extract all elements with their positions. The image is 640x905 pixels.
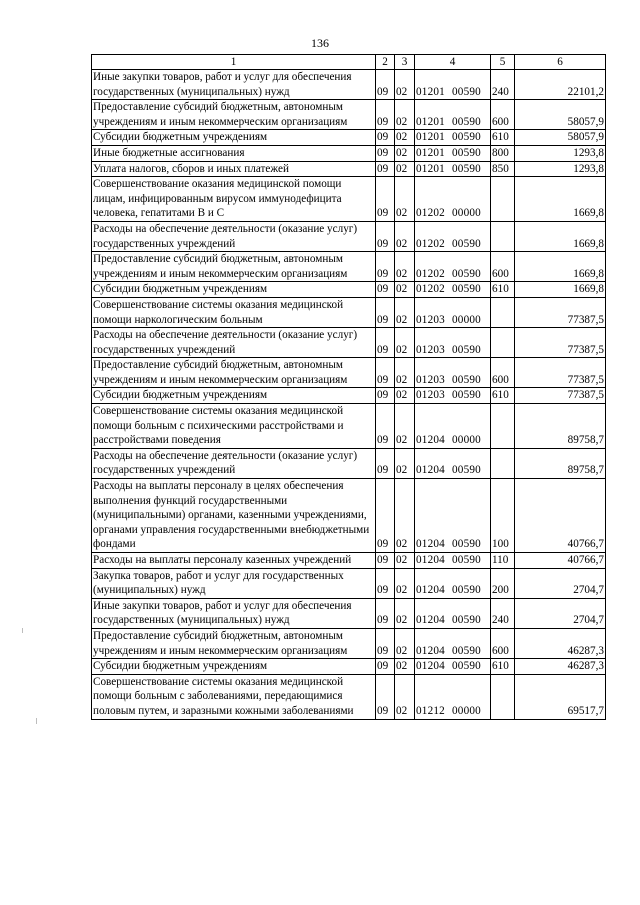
expense-type-code: 610 — [491, 130, 515, 146]
target-article-program: 01204 — [416, 554, 445, 566]
expense-name: Расходы на обеспечение деятельности (оказание услуг) государственных учреждений — [92, 328, 376, 358]
column-header: 2 — [376, 55, 395, 70]
amount: 77387,5 — [515, 328, 606, 358]
subsection-code: 02 — [395, 282, 415, 298]
table-row — [92, 161, 606, 177]
expense-name: Совершенствование системы оказания медицинской помощи больным с заболеваниями, передающимися половым путем, и заразными кожными заболеваниями — [92, 674, 376, 719]
subsection-code: 02 — [395, 221, 415, 251]
section-code: 09 — [376, 404, 395, 449]
expense-type-code: 600 — [491, 358, 515, 388]
target-article-direction: 00590 — [452, 464, 481, 477]
section-code: 09 — [376, 553, 395, 569]
column-header: 4 — [415, 55, 491, 70]
section-code: 09 — [376, 70, 395, 100]
column-header: 5 — [491, 55, 515, 70]
table-row — [92, 479, 606, 553]
target-article-code — [415, 479, 491, 553]
subsection-code: 02 — [395, 448, 415, 478]
table-row — [92, 177, 606, 222]
section-code: 09 — [376, 388, 395, 404]
target-article-direction: 00000 — [452, 704, 481, 717]
target-article-direction: 00590 — [452, 162, 481, 175]
subsection-code: 02 — [395, 358, 415, 388]
section-code: 09 — [376, 177, 395, 222]
section-code: 09 — [376, 161, 395, 177]
target-article-program: 01202 — [416, 283, 445, 296]
scan-mark — [22, 628, 23, 633]
target-article-code — [415, 161, 491, 177]
expense-name: Предоставление субсидий бюджетным, автономным учреждениям и иным некоммерческим организациям — [92, 358, 376, 388]
subsection-code: 02 — [395, 568, 415, 598]
subsection-code: 02 — [395, 659, 415, 675]
expense-name: Субсидии бюджетным учреждениям — [92, 130, 376, 146]
section-code: 09 — [376, 628, 395, 658]
target-article-code — [415, 252, 491, 282]
table-row — [92, 674, 606, 719]
target-article-program: 01203 — [416, 373, 445, 386]
section-code: 09 — [376, 145, 395, 161]
section-code: 09 — [376, 252, 395, 282]
target-article-direction: 00590 — [452, 644, 481, 657]
expense-name: Субсидии бюджетным учреждениям — [92, 282, 376, 298]
expense-name: Совершенствование оказания медицинской помощи лицам, инфицированным вирусом иммунодефицита человека, гепатитами В и С — [92, 177, 376, 222]
target-article-program: 01204 — [416, 644, 445, 657]
expense-name: Расходы на выплаты персоналу в целях обеспечения выполнения функций государственными (муниципальными) органами, казенными учреждениями, органами управления государственными внебюджетными фондами — [92, 479, 376, 553]
subsection-code: 02 — [395, 404, 415, 449]
table-row — [92, 70, 606, 100]
table-row — [92, 328, 606, 358]
expense-type-code — [491, 328, 515, 358]
amount: 77387,5 — [515, 388, 606, 404]
expense-name: Расходы на обеспечение деятельности (оказание услуг) государственных учреждений — [92, 221, 376, 251]
section-code: 09 — [376, 568, 395, 598]
subsection-code: 02 — [395, 161, 415, 177]
expense-type-code — [491, 674, 515, 719]
section-code: 09 — [376, 100, 395, 130]
target-article-direction: 00590 — [452, 131, 481, 144]
expense-type-code: 200 — [491, 568, 515, 598]
amount: 77387,5 — [515, 358, 606, 388]
target-article-code — [415, 553, 491, 569]
target-article-program: 01204 — [416, 464, 445, 477]
subsection-code: 02 — [395, 252, 415, 282]
expense-name: Закупка товаров, работ и услуг для государственных (муниципальных) нужд — [92, 568, 376, 598]
target-article-program: 01212 — [416, 704, 445, 717]
target-article-direction: 00590 — [452, 283, 481, 296]
table-row — [92, 100, 606, 130]
subsection-code: 02 — [395, 674, 415, 719]
amount: 89758,7 — [515, 448, 606, 478]
amount: 40766,7 — [515, 553, 606, 569]
amount: 1293,8 — [515, 145, 606, 161]
expense-name: Предоставление субсидий бюджетным, автономным учреждениям и иным некоммерческим организациям — [92, 100, 376, 130]
amount: 1293,8 — [515, 161, 606, 177]
amount: 40766,7 — [515, 479, 606, 553]
expense-type-code: 800 — [491, 145, 515, 161]
section-code: 09 — [376, 448, 395, 478]
section-code: 09 — [376, 598, 395, 628]
target-article-direction: 00000 — [452, 207, 481, 220]
amount: 1669,8 — [515, 252, 606, 282]
subsection-code: 02 — [395, 553, 415, 569]
expense-name: Предоставление субсидий бюджетным, автономным учреждениям и иным некоммерческим организациям — [92, 628, 376, 658]
target-article-code — [415, 145, 491, 161]
section-code: 09 — [376, 674, 395, 719]
amount: 2704,7 — [515, 598, 606, 628]
section-code: 09 — [376, 282, 395, 298]
scan-mark — [36, 718, 37, 724]
expense-name: Уплата налогов, сборов и иных платежей — [92, 161, 376, 177]
target-article-program: 01203 — [416, 313, 445, 326]
amount: 69517,7 — [515, 674, 606, 719]
expense-type-code — [491, 448, 515, 478]
expense-type-code — [491, 297, 515, 327]
amount: 46287,3 — [515, 628, 606, 658]
target-article-direction: 00590 — [452, 538, 481, 551]
section-code: 09 — [376, 659, 395, 675]
subsection-code: 02 — [395, 177, 415, 222]
expense-type-code: 600 — [491, 628, 515, 658]
column-header: 1 — [92, 55, 376, 70]
table-row — [92, 598, 606, 628]
amount: 58057,9 — [515, 100, 606, 130]
expense-type-code: 240 — [491, 598, 515, 628]
expense-name: Иные закупки товаров, работ и услуг для обеспечения государственных (муниципальных) нужд — [92, 70, 376, 100]
target-article-code — [415, 282, 491, 298]
target-article-code — [415, 659, 491, 675]
expense-name: Совершенствование системы оказания медицинской помощи больным с психическими расстройствами и расстройствами поведения — [92, 404, 376, 449]
expense-name: Иные бюджетные ассигнования — [92, 145, 376, 161]
subsection-code: 02 — [395, 70, 415, 100]
target-article-direction: 00590 — [452, 237, 481, 250]
target-article-code — [415, 177, 491, 222]
expense-name: Субсидии бюджетным учреждениям — [92, 388, 376, 404]
target-article-program: 01203 — [416, 343, 445, 356]
expense-type-code: 610 — [491, 659, 515, 675]
subsection-code: 02 — [395, 479, 415, 553]
target-article-program: 01202 — [416, 267, 445, 280]
expense-type-code: 110 — [491, 553, 515, 569]
expense-name: Расходы на выплаты персоналу казенных учреждений — [92, 553, 376, 569]
target-article-direction: 00590 — [452, 614, 481, 627]
subsection-code: 02 — [395, 388, 415, 404]
section-code: 09 — [376, 221, 395, 251]
table-row — [92, 130, 606, 146]
amount: 77387,5 — [515, 297, 606, 327]
target-article-code — [415, 674, 491, 719]
section-code: 09 — [376, 328, 395, 358]
target-article-direction: 00000 — [452, 313, 481, 326]
table-row — [92, 553, 606, 569]
target-article-program: 01203 — [416, 389, 445, 402]
table-row — [92, 659, 606, 675]
expense-type-code — [491, 221, 515, 251]
target-article-program: 01201 — [416, 85, 445, 98]
column-header: 6 — [515, 55, 606, 70]
subsection-code: 02 — [395, 130, 415, 146]
expense-type-code — [491, 404, 515, 449]
table-row — [92, 358, 606, 388]
table-row — [92, 404, 606, 449]
target-article-code — [415, 358, 491, 388]
amount: 58057,9 — [515, 130, 606, 146]
target-article-code — [415, 628, 491, 658]
table-row — [92, 221, 606, 251]
expense-name: Иные закупки товаров, работ и услуг для обеспечения государственных (муниципальных) нужд — [92, 598, 376, 628]
target-article-code — [415, 598, 491, 628]
subsection-code: 02 — [395, 145, 415, 161]
expense-name: Совершенствование системы оказания медицинской помощи наркологическим больным — [92, 297, 376, 327]
target-article-program: 01202 — [416, 237, 445, 250]
target-article-program: 01201 — [416, 131, 445, 144]
target-article-program: 01201 — [416, 115, 445, 128]
target-article-code — [415, 130, 491, 146]
expense-name: Субсидии бюджетным учреждениям — [92, 659, 376, 675]
target-article-program: 01204 — [416, 538, 445, 551]
section-code: 09 — [376, 358, 395, 388]
target-article-direction: 00590 — [452, 389, 481, 402]
amount: 1669,8 — [515, 177, 606, 222]
expense-name: Предоставление субсидий бюджетным, автономным учреждениям и иным некоммерческим организациям — [92, 252, 376, 282]
expense-type-code — [491, 177, 515, 222]
expense-type-code: 240 — [491, 70, 515, 100]
target-article-direction: 00590 — [452, 373, 481, 386]
target-article-direction: 00590 — [452, 267, 481, 280]
target-article-code — [415, 70, 491, 100]
target-article-program: 01202 — [416, 207, 445, 220]
target-article-program: 01204 — [416, 434, 445, 447]
target-article-code — [415, 297, 491, 327]
subsection-code: 02 — [395, 598, 415, 628]
expense-type-code: 100 — [491, 479, 515, 553]
target-article-program: 01201 — [416, 162, 445, 175]
target-article-direction: 00590 — [452, 85, 481, 98]
target-article-code — [415, 568, 491, 598]
expense-type-code: 600 — [491, 100, 515, 130]
amount: 89758,7 — [515, 404, 606, 449]
expense-type-code: 600 — [491, 252, 515, 282]
amount: 1669,8 — [515, 282, 606, 298]
target-article-code — [415, 404, 491, 449]
target-article-direction: 00590 — [452, 146, 481, 159]
target-article-code — [415, 448, 491, 478]
table-row — [92, 388, 606, 404]
target-article-code — [415, 388, 491, 404]
amount: 46287,3 — [515, 659, 606, 675]
target-article-program: 01204 — [416, 584, 445, 597]
target-article-program: 01204 — [416, 614, 445, 627]
target-article-direction: 00590 — [452, 115, 481, 128]
target-article-direction: 00590 — [452, 584, 481, 597]
table-row — [92, 448, 606, 478]
target-article-direction: 00000 — [452, 434, 481, 447]
table-row — [92, 282, 606, 298]
table-row — [92, 297, 606, 327]
amount: 1669,8 — [515, 221, 606, 251]
expense-type-code: 610 — [491, 388, 515, 404]
target-article-program: 01204 — [416, 660, 445, 673]
subsection-code: 02 — [395, 328, 415, 358]
target-article-direction: 00590 — [452, 554, 481, 566]
table-row — [92, 568, 606, 598]
expense-type-code: 610 — [491, 282, 515, 298]
amount: 2704,7 — [515, 568, 606, 598]
target-article-code — [415, 328, 491, 358]
target-article-direction: 00590 — [452, 343, 481, 356]
subsection-code: 02 — [395, 628, 415, 658]
target-article-direction: 00590 — [452, 660, 481, 673]
amount: 22101,2 — [515, 70, 606, 100]
section-code: 09 — [376, 297, 395, 327]
target-article-code — [415, 221, 491, 251]
section-code: 09 — [376, 130, 395, 146]
table-header-row — [92, 55, 606, 70]
table-row — [92, 628, 606, 658]
budget-table — [91, 54, 606, 720]
expense-name: Расходы на обеспечение деятельности (оказание услуг) государственных учреждений — [92, 448, 376, 478]
section-code: 09 — [376, 479, 395, 553]
expense-type-code: 850 — [491, 161, 515, 177]
target-article-program: 01201 — [416, 146, 445, 159]
table-row — [92, 145, 606, 161]
subsection-code: 02 — [395, 297, 415, 327]
page-number: 136 — [311, 36, 329, 50]
subsection-code: 02 — [395, 100, 415, 130]
target-article-code — [415, 100, 491, 130]
table-row — [92, 252, 606, 282]
column-header: 3 — [395, 55, 415, 70]
